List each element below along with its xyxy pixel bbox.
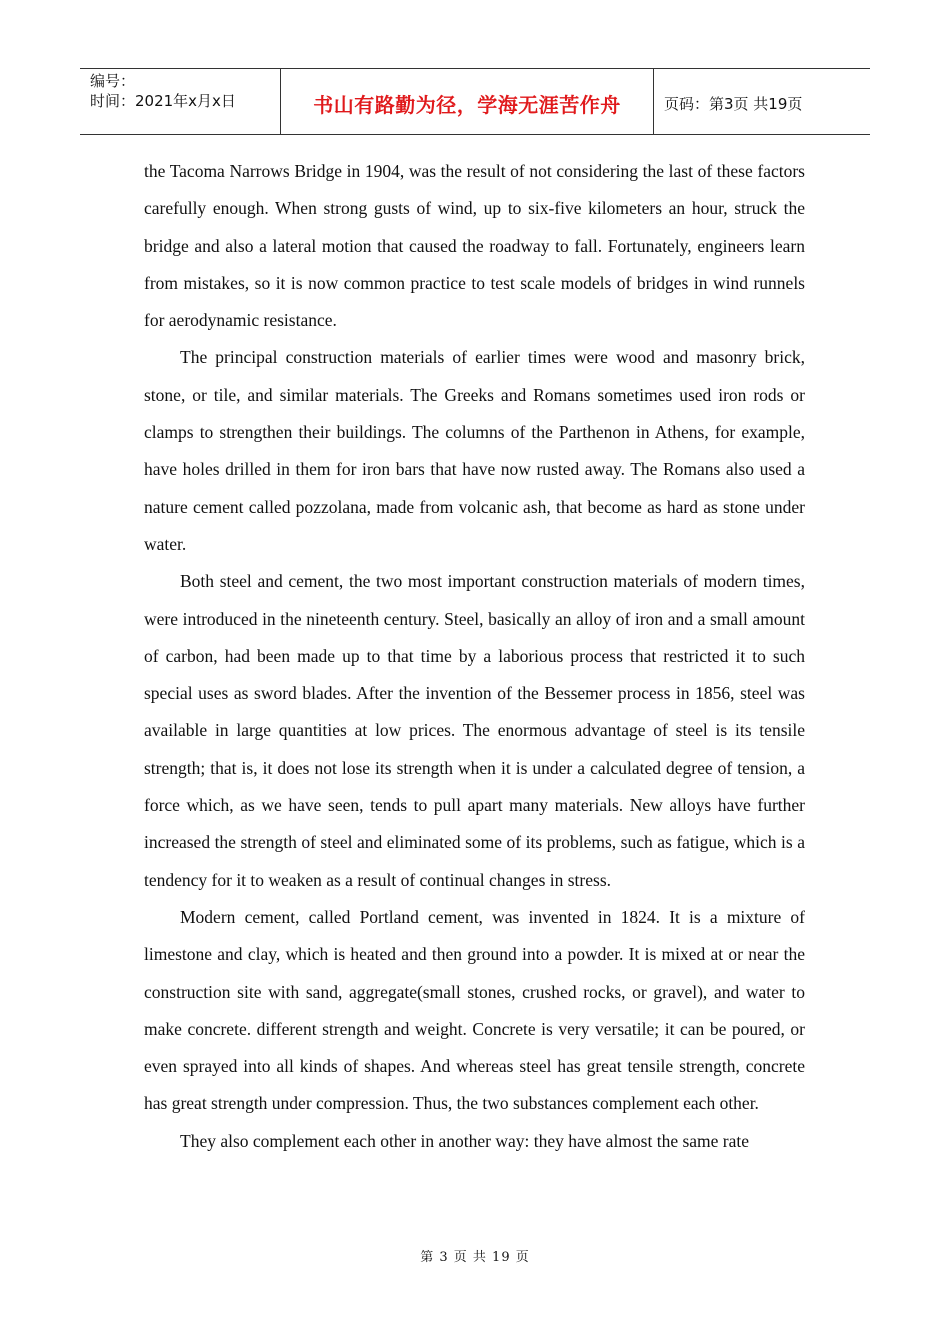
page-header [80,68,870,135]
document-body [144,153,805,1160]
date-line: 时间：2021年x月x日 [90,92,236,110]
paragraph: They also complement each other in another way: they have almost the same rate [180,1130,750,1151]
header-motto: 书山有路勤为径，学海无涯苦作舟 [281,69,654,134]
paragraph: the Tacoma Narrows Bridge in 1904, was the result of not considering the last of these factors carefully enough. When strong gusts of wind, up to six-five kilometers an hour, struck the bridge and also a lateral motion that caused the roadway to fall. Fortunately, engineers learn from mistakes, so it is now common practice to test scale models of bridges in wind runnels for aerodynamic resistance. [144,161,805,331]
paragraph: Both steel and cement, the two most important construction materials of modern times, were introduced in the nineteenth century. Steel, basically an alloy of iron and a small amount of carbon, had been made up to that time by a laborious process that restricted it to such special uses as sword blades. After the invention of the Bessemer process in 1856, steel was available in large quantities at low prices. The enormous advantage of steel is its tensile strength; that is, it does not lose its strength when it is under a calculated degree of tension, a force which, as we have seen, tends to pull apart many materials. New alloys have further increased the strength of steel and eliminated some of its problems, such as fatigue, which is a tendency for it to weaken as a result of continual changes in stress. [144,571,805,890]
serial-number-label: 编号： [90,72,136,90]
paragraph: The principal construction materials of earlier times were wood and masonry brick, stone, or tile, and similar materials. The Greeks and Romans sometimes used iron rods or clamps to strengthen their buildings. The columns of the Parthenon in Athens, for example, have holes drilled in them for iron bars that have now rusted away. The Romans also used a nature cement called pozzolana, made from volcanic ash, that become as hard as stone under water. [144,347,805,554]
header-page-info: 页码：第3页 共19页 [664,95,803,113]
header-meta [80,69,281,134]
page-footer: 第 3 页 共 19 页 [420,1250,530,1265]
paragraph: Modern cement, called Portland cement, was invented in 1824. It is a mixture of limestone and clay, which is heated and then ground into a powder. It is mixed at or near the construction site with sand, aggregate(small stones, crushed rocks, or gravel), and water to make concrete. different strength and weight. Concrete is very versatile; it can be poured, or even sprayed into all kinds of shapes. And whereas steel has great tensile strength, concrete has great strength under compression. Thus, the two substances complement each other. [144,906,805,1114]
